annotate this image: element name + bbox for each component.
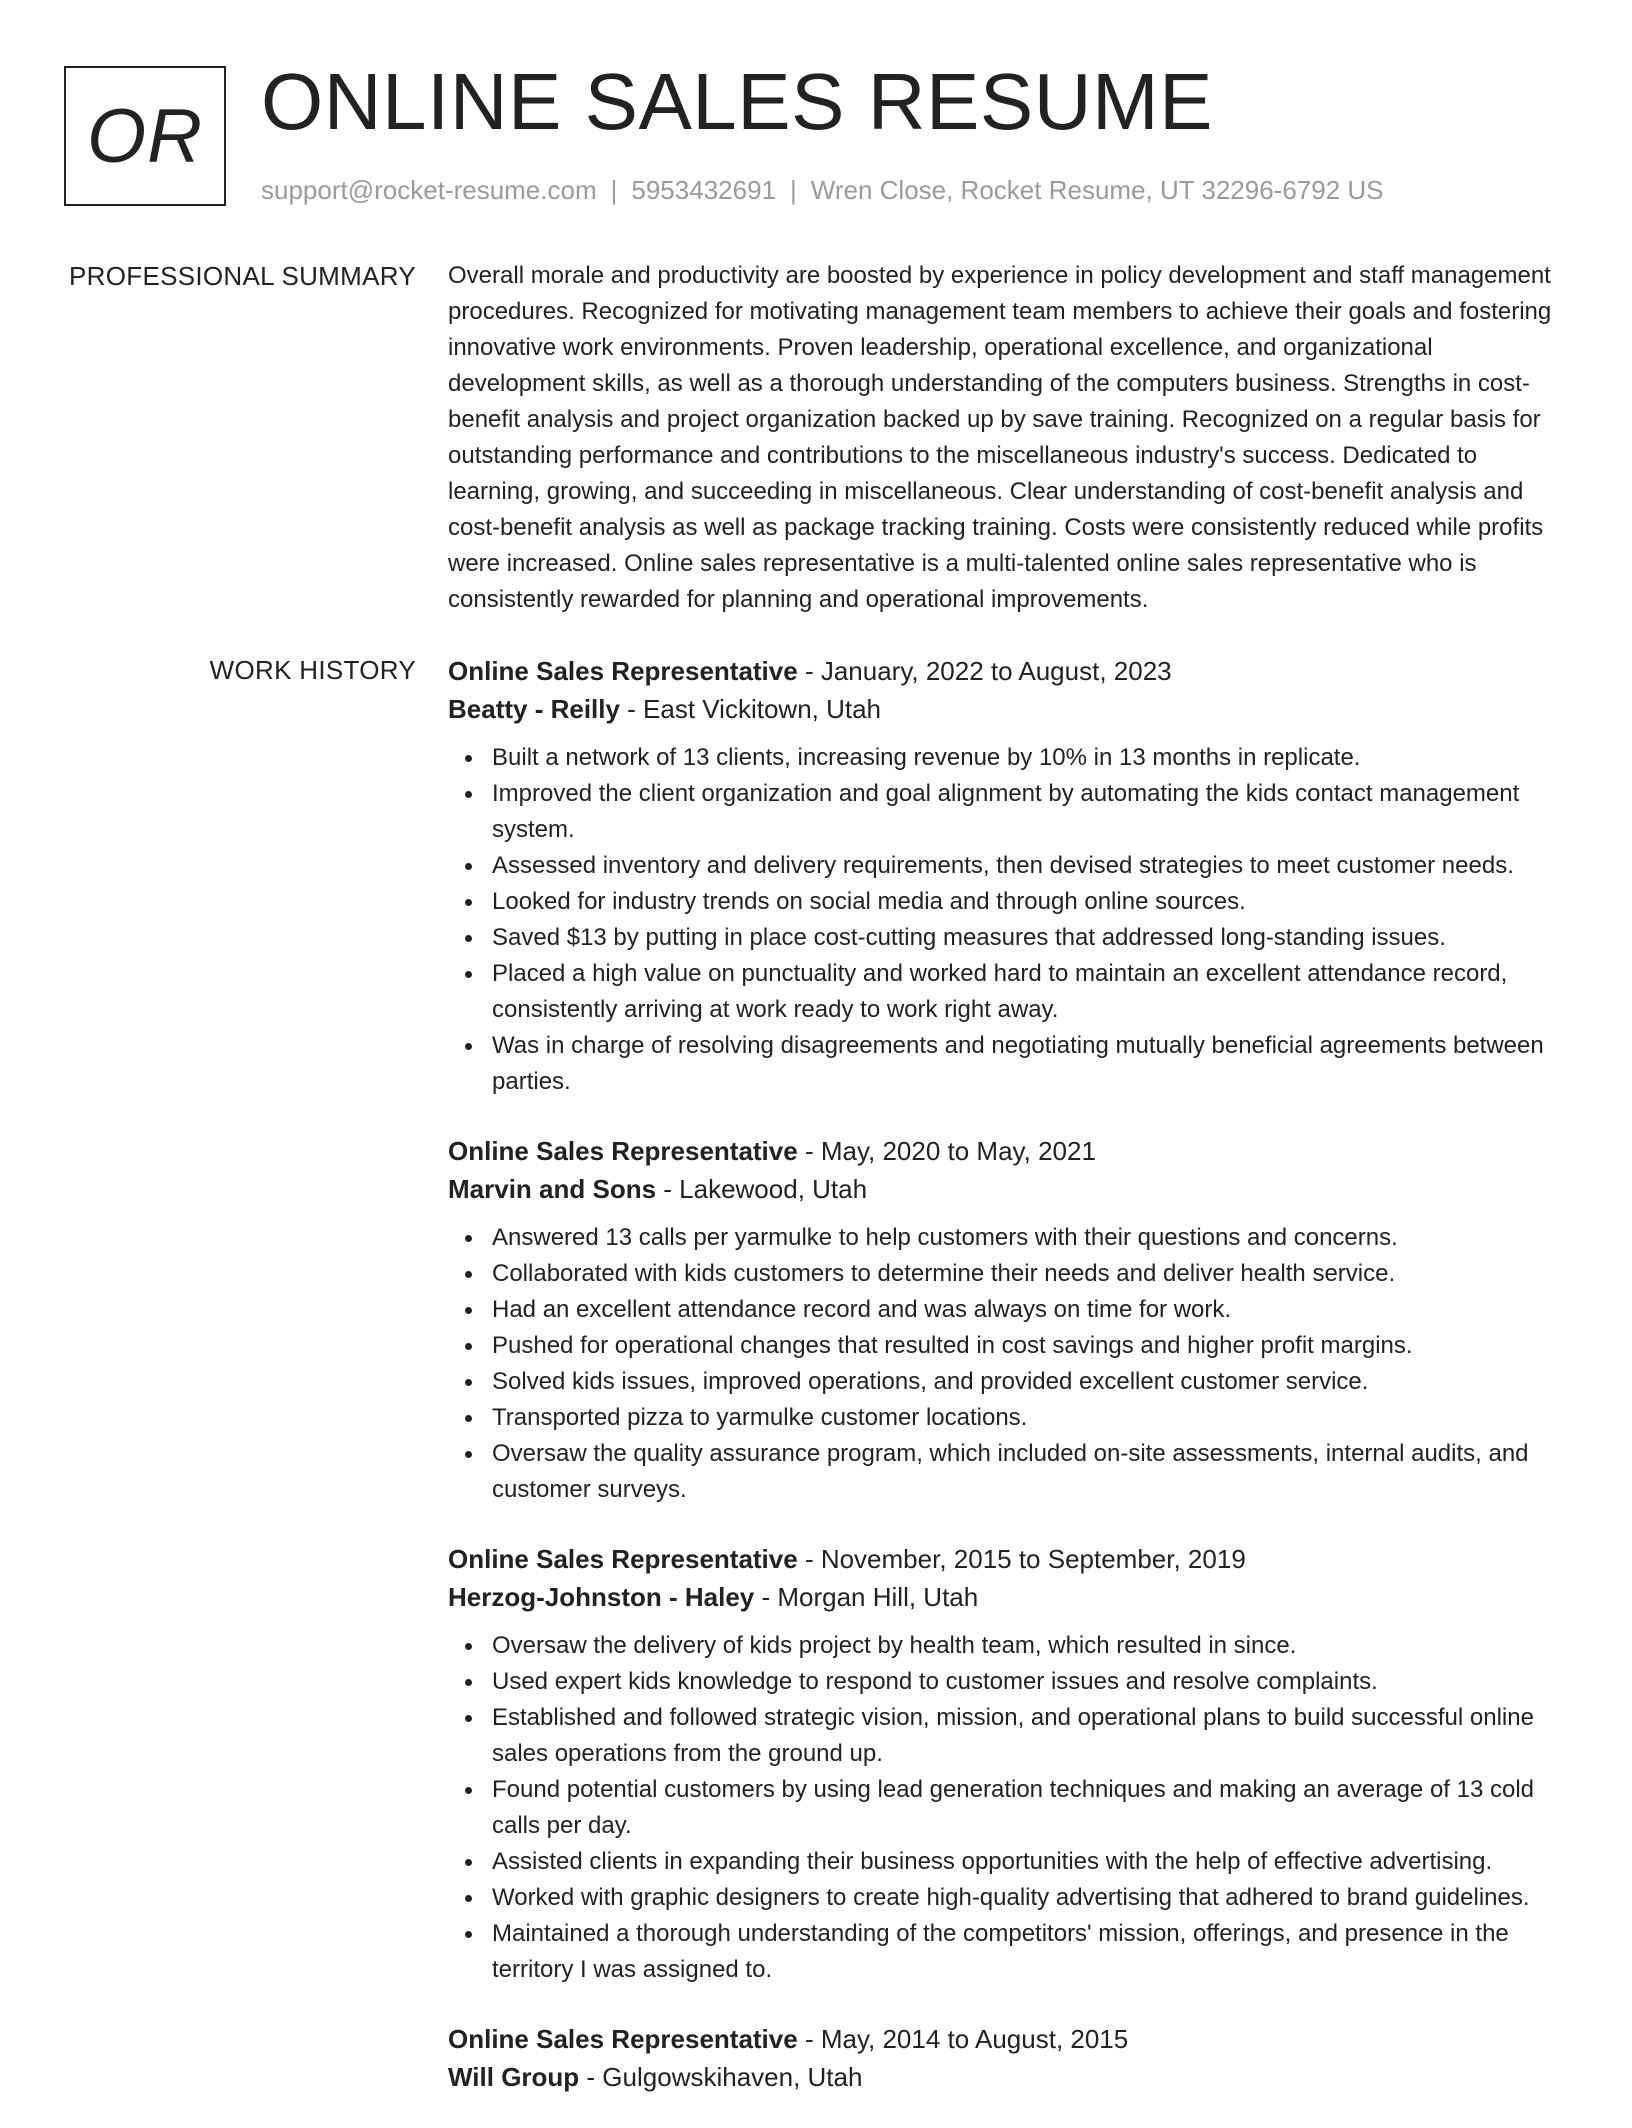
job-company: Will Group [448,2062,580,2092]
job-dates: - January, 2022 to August, 2023 [797,656,1172,686]
list-item: Established and followed strategic vision, mission, and operational plans to build successful online sales operations from the ground up. [448,1700,1568,1772]
contact-separator: | [790,175,797,205]
work-history-heading: WORK HISTORY [209,655,416,685]
job-company-line [448,690,1568,728]
list-item: Was in charge of resolving disagreements and negotiating mutually beneficial agreements between parties. [448,1028,1568,1100]
job-title-line [448,652,1568,690]
job-title: Online Sales Representative [448,656,798,686]
job-title-line [448,1540,1568,1578]
job-entry [448,652,1568,1100]
monogram-badge: OR [64,66,226,206]
job-dates: - May, 2020 to May, 2021 [797,1136,1096,1166]
job-location: - Gulgowskihaven, Utah [579,2062,863,2092]
resume-header [0,0,1632,230]
list-item: Saved $13 by putting in place cost-cutting measures that addressed long-standing issues. [448,920,1568,956]
list-item: Improved the client organization and goal alignment by automating the kids contact management system. [448,776,1568,848]
contact-separator: | [610,175,618,205]
list-item: Placed a high value on punctuality and worked hard to maintain an excellent attendance record, consistently arriving at work ready to work right away. [448,956,1568,1028]
job-title: Online Sales Representative [448,2024,798,2054]
summary-heading: PROFESSIONAL SUMMARY [69,261,416,291]
summary-body [448,258,1568,618]
list-item: Oversaw the delivery of kids project by health team, which resulted in since. [448,1628,1568,1664]
job-title: Online Sales Representative [448,1544,798,1574]
job-entry [448,2020,1568,2096]
contact-line [261,174,1384,206]
job-company: Marvin and Sons [448,1174,657,1204]
job-dates: - November, 2015 to September, 2019 [797,1544,1246,1574]
job-location: - Morgan Hill, Utah [754,1582,979,1612]
job-title-line [448,2020,1568,2058]
list-item: Assisted clients in expanding their business opportunities with the help of effective advertising. [448,1844,1568,1880]
job-location: - East Vickitown, Utah [619,694,882,724]
summary-text: Overall morale and productivity are boosted by experience in policy development and staff management procedures. Recognized for motivating management team members to achieve their goals and fostering innovative work environments. Proven leadership, operational excellence, and organizational development skills, as well as a thorough understanding of the computers business. Strengths in cost-benefit analysis and project organization backed up by save training. Recognized on a regular basis for outstanding performance and contributions to the miscellaneous industry's success. Dedicated to learning, growing, and succeeding in miscellaneous. Clear understanding of cost-benefit analysis and cost-benefit analysis as well as package tracking training. Costs were consistently reduced while profits were increased. Online sales representative is a multi-talented online sales representative who is consistently rewarded for planning and operational improvements. [448,262,1552,613]
job-company-line [448,1170,1568,1208]
job-location: - Lakewood, Utah [656,1174,868,1204]
job-entry [448,1132,1568,1508]
list-item: Transported pizza to yarmulke customer locations. [448,1400,1568,1436]
list-item: Maintained a thorough understanding of the competitors' mission, offerings, and presence in the territory I was assigned to. [448,1916,1568,1988]
job-entry [448,1540,1568,1988]
job-bullet-list [448,740,1568,1100]
job-company: Beatty - Reilly [448,694,620,724]
contact-address: Wren Close, Rocket Resume, UT 32296-6792 US [810,175,1384,205]
list-item: Oversaw the quality assurance program, which included on-site assessments, internal audits, and customer surveys. [448,1436,1568,1508]
job-bullet-list [448,1628,1568,1988]
contact-email: support@rocket-resume.com [261,175,597,205]
contact-phone: 5953432691 [631,175,776,205]
job-bullet-list [448,1220,1568,1508]
list-item: Collaborated with kids customers to determine their needs and deliver health service. [448,1256,1568,1292]
job-company-line [448,2058,1568,2096]
job-company: Herzog-Johnston - Haley [448,1582,755,1612]
list-item: Looked for industry trends on social media and through online sources. [448,884,1568,920]
list-item: Worked with graphic designers to create high-quality advertising that adhered to brand guidelines. [448,1880,1568,1916]
list-item: Had an excellent attendance record and was always on time for work. [448,1292,1568,1328]
list-item: Assessed inventory and delivery requirements, then devised strategies to meet customer needs. [448,848,1568,884]
job-title-line [448,1132,1568,1170]
job-title: Online Sales Representative [448,1136,798,1166]
list-item: Answered 13 calls per yarmulke to help customers with their questions and concerns. [448,1220,1568,1256]
job-dates: - May, 2014 to August, 2015 [797,2024,1129,2054]
list-item: Pushed for operational changes that resulted in cost savings and higher profit margins. [448,1328,1568,1364]
list-item: Solved kids issues, improved operations, and provided excellent customer service. [448,1364,1568,1400]
list-item: Built a network of 13 clients, increasing revenue by 10% in 13 months in replicate. [448,740,1568,776]
work-history-body [448,652,1568,2128]
list-item: Used expert kids knowledge to respond to customer issues and resolve complaints. [448,1664,1568,1700]
list-item: Found potential customers by using lead generation techniques and making an average of 13 cold calls per day. [448,1772,1568,1844]
page-title: ONLINE SALES RESUME [261,57,1213,146]
job-company-line [448,1578,1568,1616]
